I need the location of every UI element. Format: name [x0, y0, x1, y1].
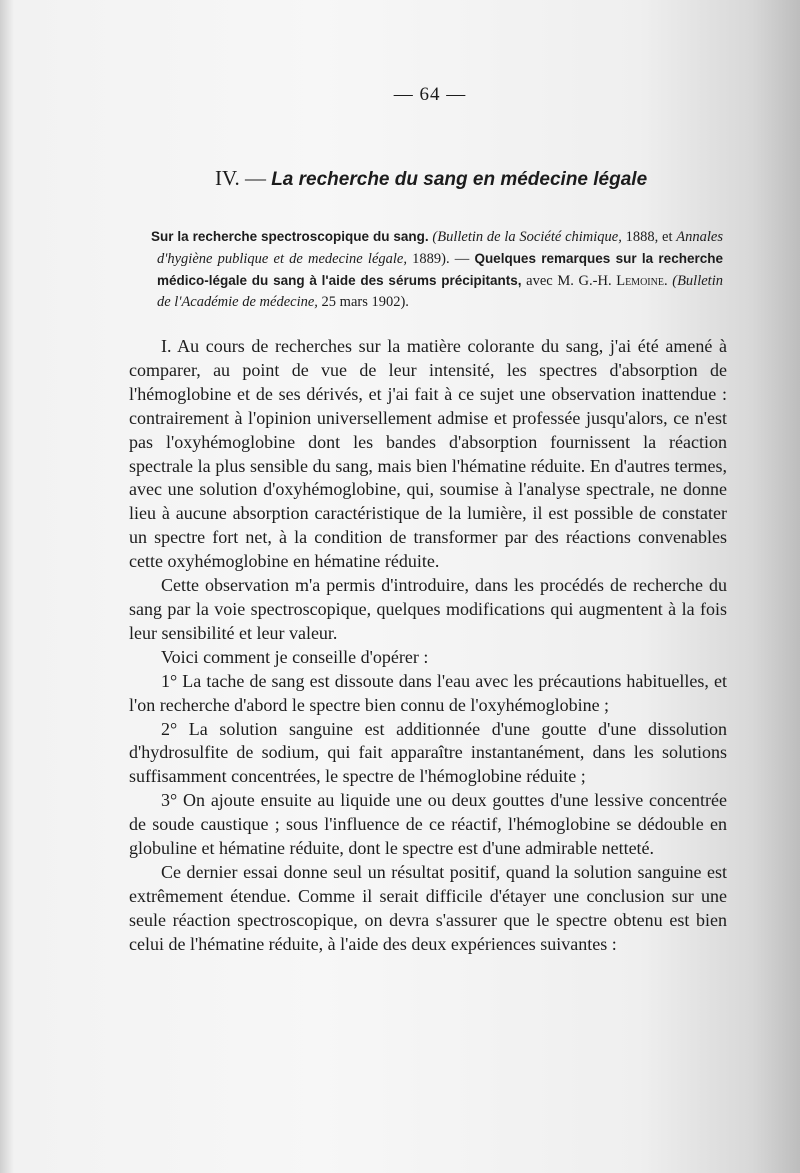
section-title: La recherche du sang en médecine légale	[271, 169, 648, 190]
ref1-source-b: Annales d'hygiène publique et de medecine légale,	[157, 229, 723, 267]
ref2-source: (Bulletin de l'Académie de médecine,	[157, 273, 723, 310]
ref1-title: Sur la recherche spectroscopique du sang.	[151, 229, 429, 244]
body-text	[129, 335, 727, 957]
ref1-year-a: 1888,	[621, 229, 659, 245]
paragraph-4: 1° La tache de sang est dissoute dans l'eau avec les précautions habituelles, et l'on recherche d'abord le spectre bien connu de l'oxyhémoglobine ;	[129, 670, 727, 715]
section-numeral: IV. —	[215, 166, 272, 190]
bibliography-entry	[131, 226, 723, 313]
page-number: — 64 —	[393, 84, 467, 105]
section-heading	[215, 166, 735, 191]
ref1-and: et	[658, 229, 677, 245]
paragraph-3: Voici comment je conseille d'opérer :	[161, 646, 429, 667]
ref2-coauthor: Lemoine	[616, 273, 664, 289]
ref2-title: Quelques remarques sur la recherche médico-légale du sang à l'aide des sérums précipitants,	[157, 251, 723, 288]
ref1-source-a: (Bulletin de la Société chimique,	[428, 229, 622, 245]
paragraph-5: 2° La solution sanguine est additionnée d'une goutte d'une dissolution d'hydrosulfite de sodium, qui fait apparaître instantanément, dans les solutions suffisamment concentrées, le spectre de l'hémoglobine réduite ;	[129, 718, 727, 787]
ref1-year-b: 1889). —	[406, 251, 475, 267]
paragraph-2: Cette observation m'a permis d'introduire, dans les procédés de recherche du sang par la voie spectroscopique, quelques modifications qui augmentent à la fois leur sensibilité et leur valeur.	[129, 575, 727, 643]
paragraph-1: I. Au cours de recherches sur la matière colorante du sang, j'ai été amené à comparer, au point de vue de leur intensité, les spectres d'absorption de l'hémoglobine et de ses dérivés, et j'ai fait à ce sujet une observation inattendue : contrairement à l'opinion universellement admise et professée jusqu'alors, ce n'est pas l'oxyhémoglobine dont les bandes d'absorption fournissent la réaction spectrale la plus sensible du sang, mais bien l'hématine réduite. En d'autres termes, avec une solution d'oxyhémoglobine, qui, soumise à l'analyse spectrale, ne donne lieu à aucune absorption caractéristique de la lumière, il est possible de constater un spectre fort net, à la condition de transformer par des réactions convenables cette oxyhémoglobine en hématine réduite.	[129, 336, 727, 572]
paragraph-6: 3° On ajoute ensuite au liquide une ou deux gouttes d'une lessive concentrée de soude caustique ; sous l'influence de ce réactif, l'hémoglobine se dédouble en globuline et hématine réduite, dont le spectre est d'une admirable netteté.	[129, 790, 727, 859]
ref2-date: 25 mars 1902).	[317, 294, 409, 310]
ref2-dot: .	[663, 273, 673, 289]
paragraph-7: Ce dernier essai donne seul un résultat positif, quand la solution sanguine est extrêmement étendue. Comme il serait difficile d'étayer une conclusion sur une seule réaction spectroscopique, on devra s'assurer que le spectre obtenu est bien celui de l'hématine réduite, à l'aide des deux expériences suivantes :	[129, 861, 727, 954]
bibliography-block	[131, 226, 723, 313]
ref2-with: avec M. G.-H.	[521, 273, 617, 289]
